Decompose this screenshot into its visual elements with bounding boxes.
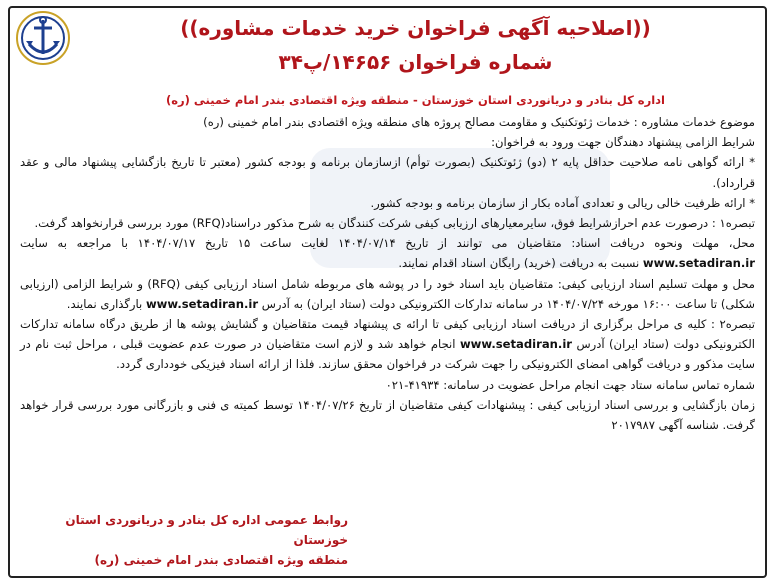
contact-line: شماره تماس سامانه ستاد جهت انجام مراحل عضویت در سامانه: ۴۱۹۳۴-۰۲۱ bbox=[385, 377, 755, 392]
note-2-tail: انجام خواهد شد و لازم است متقاضیان در صورت عدم عضویت قبلی ، مراحل ثبت نام در سایت مذکور و دریافت گواهی امضای الکترونیکی را جهت شرکت در فراخوان محقق سازند. فلذا از ارائه اسناد فیزیکی خودداری گردد. bbox=[20, 337, 755, 372]
opening-line: زمان بازگشایی و بررسی اسناد ارزیابی کیفی : پیشنهادات کیفی متقاضیان از تاریخ ۱۴۰۴/۰۷/۲۶ توسط کمیته ی فنی و بازرگانی مورد بررسی قرار خواهد گرفت. شناسه آگهی ۲۰۱۷۹۸۷ bbox=[20, 397, 755, 433]
footer-line-1: روابط عمومی اداره کل بنادر و دریانوردی استان خوزستان bbox=[65, 513, 348, 547]
document-retrieval-tail: نسبت به دریافت (خرید) رایگان اسناد اقدام نمایند. bbox=[398, 256, 640, 271]
document-submission-text: محل و مهلت تسلیم اسناد ارزیابی کیفی: متقاضیان باید اسناد خود را در پوشه های مربوطه شامل اسناد ارزیابی کیفی (RFQ) و شرایط الزامی (ارزیابی شکلی) تا ساعت ۱۶:۰۰ مورخه ۱۴۰۴/۰۷/۲۴ در سامانه تدارکات الکترونیکی دولت (ستاد ایران) به آدرس bbox=[20, 276, 756, 311]
subject-line: موضوع خدمات مشاوره : خدمات ژئوتکنیک و مقاومت مصالح پروژه های منطقه ویژه اقتصادی بندر امام خمینی (ره) bbox=[203, 115, 755, 129]
condition-2: * ارائه ظرفیت خالی ریالی و تعدادی آماده بکار از سازمان برنامه و بودجه کشور. bbox=[370, 195, 755, 210]
note-2-text: تبصره۲ : کلیه ی مراحل برگزاری از دریافت اسناد ارزیابی کیفی تا ارائه ی پیشنهاد قیمت متقاضیان و گشایش پوشه ها از طریق درگاه سامانه تدارکات الکترونیکی دولت (ستاد ایران) آدرس bbox=[20, 317, 755, 352]
ports-maritime-logo bbox=[14, 8, 72, 68]
condition-1: * ارائه گواهی نامه صلاحیت حداقل پایه ۲ (دو) ژئوتکنیک (بصورت توأم) ازسازمان برنامه و بودجه کشور (معتبر تا تاریخ بازگشایی پیشنهاد مالی و عقد قرارداد). bbox=[20, 155, 755, 190]
document-submission-tail: بارگذاری نمایند. bbox=[66, 296, 143, 311]
document-retrieval-text: محل، مهلت ونحوه دریافت اسناد: متقاضیان می توانند از تاریخ ۱۴۰۴/۰۷/۱۴ لغایت ساعت ۱۵ تاریخ ۱۴۰۴/۰۷/۱۷ با مراجعه به سایت bbox=[20, 236, 755, 251]
document-retrieval bbox=[20, 233, 755, 273]
document-submission bbox=[20, 274, 755, 314]
conditions-heading: شرایط الزامی پیشنهاد دهندگان جهت ورود به فراخوان: bbox=[491, 135, 755, 150]
call-number: شماره فراخوان ۱۴۶۵۶/پ۳۴ bbox=[278, 50, 553, 74]
note-1: تبصره۱ : درصورت عدم احرازشرایط فوق، سایرمعیارهای ارزیابی کیفی شرکت کنندگان به شرح مذکور دراسناد(RFQ) مورد بررسی قرارنخواهد گرفت. bbox=[34, 216, 755, 231]
footer-line-2: منطقه ویژه اقتصادی بندر امام خمینی (ره) bbox=[94, 553, 348, 567]
setadiran-link[interactable]: www.setadiran.ir bbox=[145, 296, 259, 311]
notice-title: ((اصلاحیه آگهی فراخوان خرید خدمات مشاوره)) bbox=[180, 16, 651, 40]
note-2 bbox=[20, 314, 755, 375]
notice-body bbox=[20, 112, 755, 435]
setadiran-link[interactable]: www.setadiran.ir bbox=[459, 337, 573, 352]
setadiran-link[interactable]: www.setadiran.ir bbox=[642, 256, 755, 271]
public-relations-signature bbox=[18, 510, 348, 570]
issuer-subtitle: اداره کل بنادر و دریانوردی استان خوزستان - منطقه ویژه اقتصادی بندر امام خمینی (ره) bbox=[165, 93, 665, 107]
